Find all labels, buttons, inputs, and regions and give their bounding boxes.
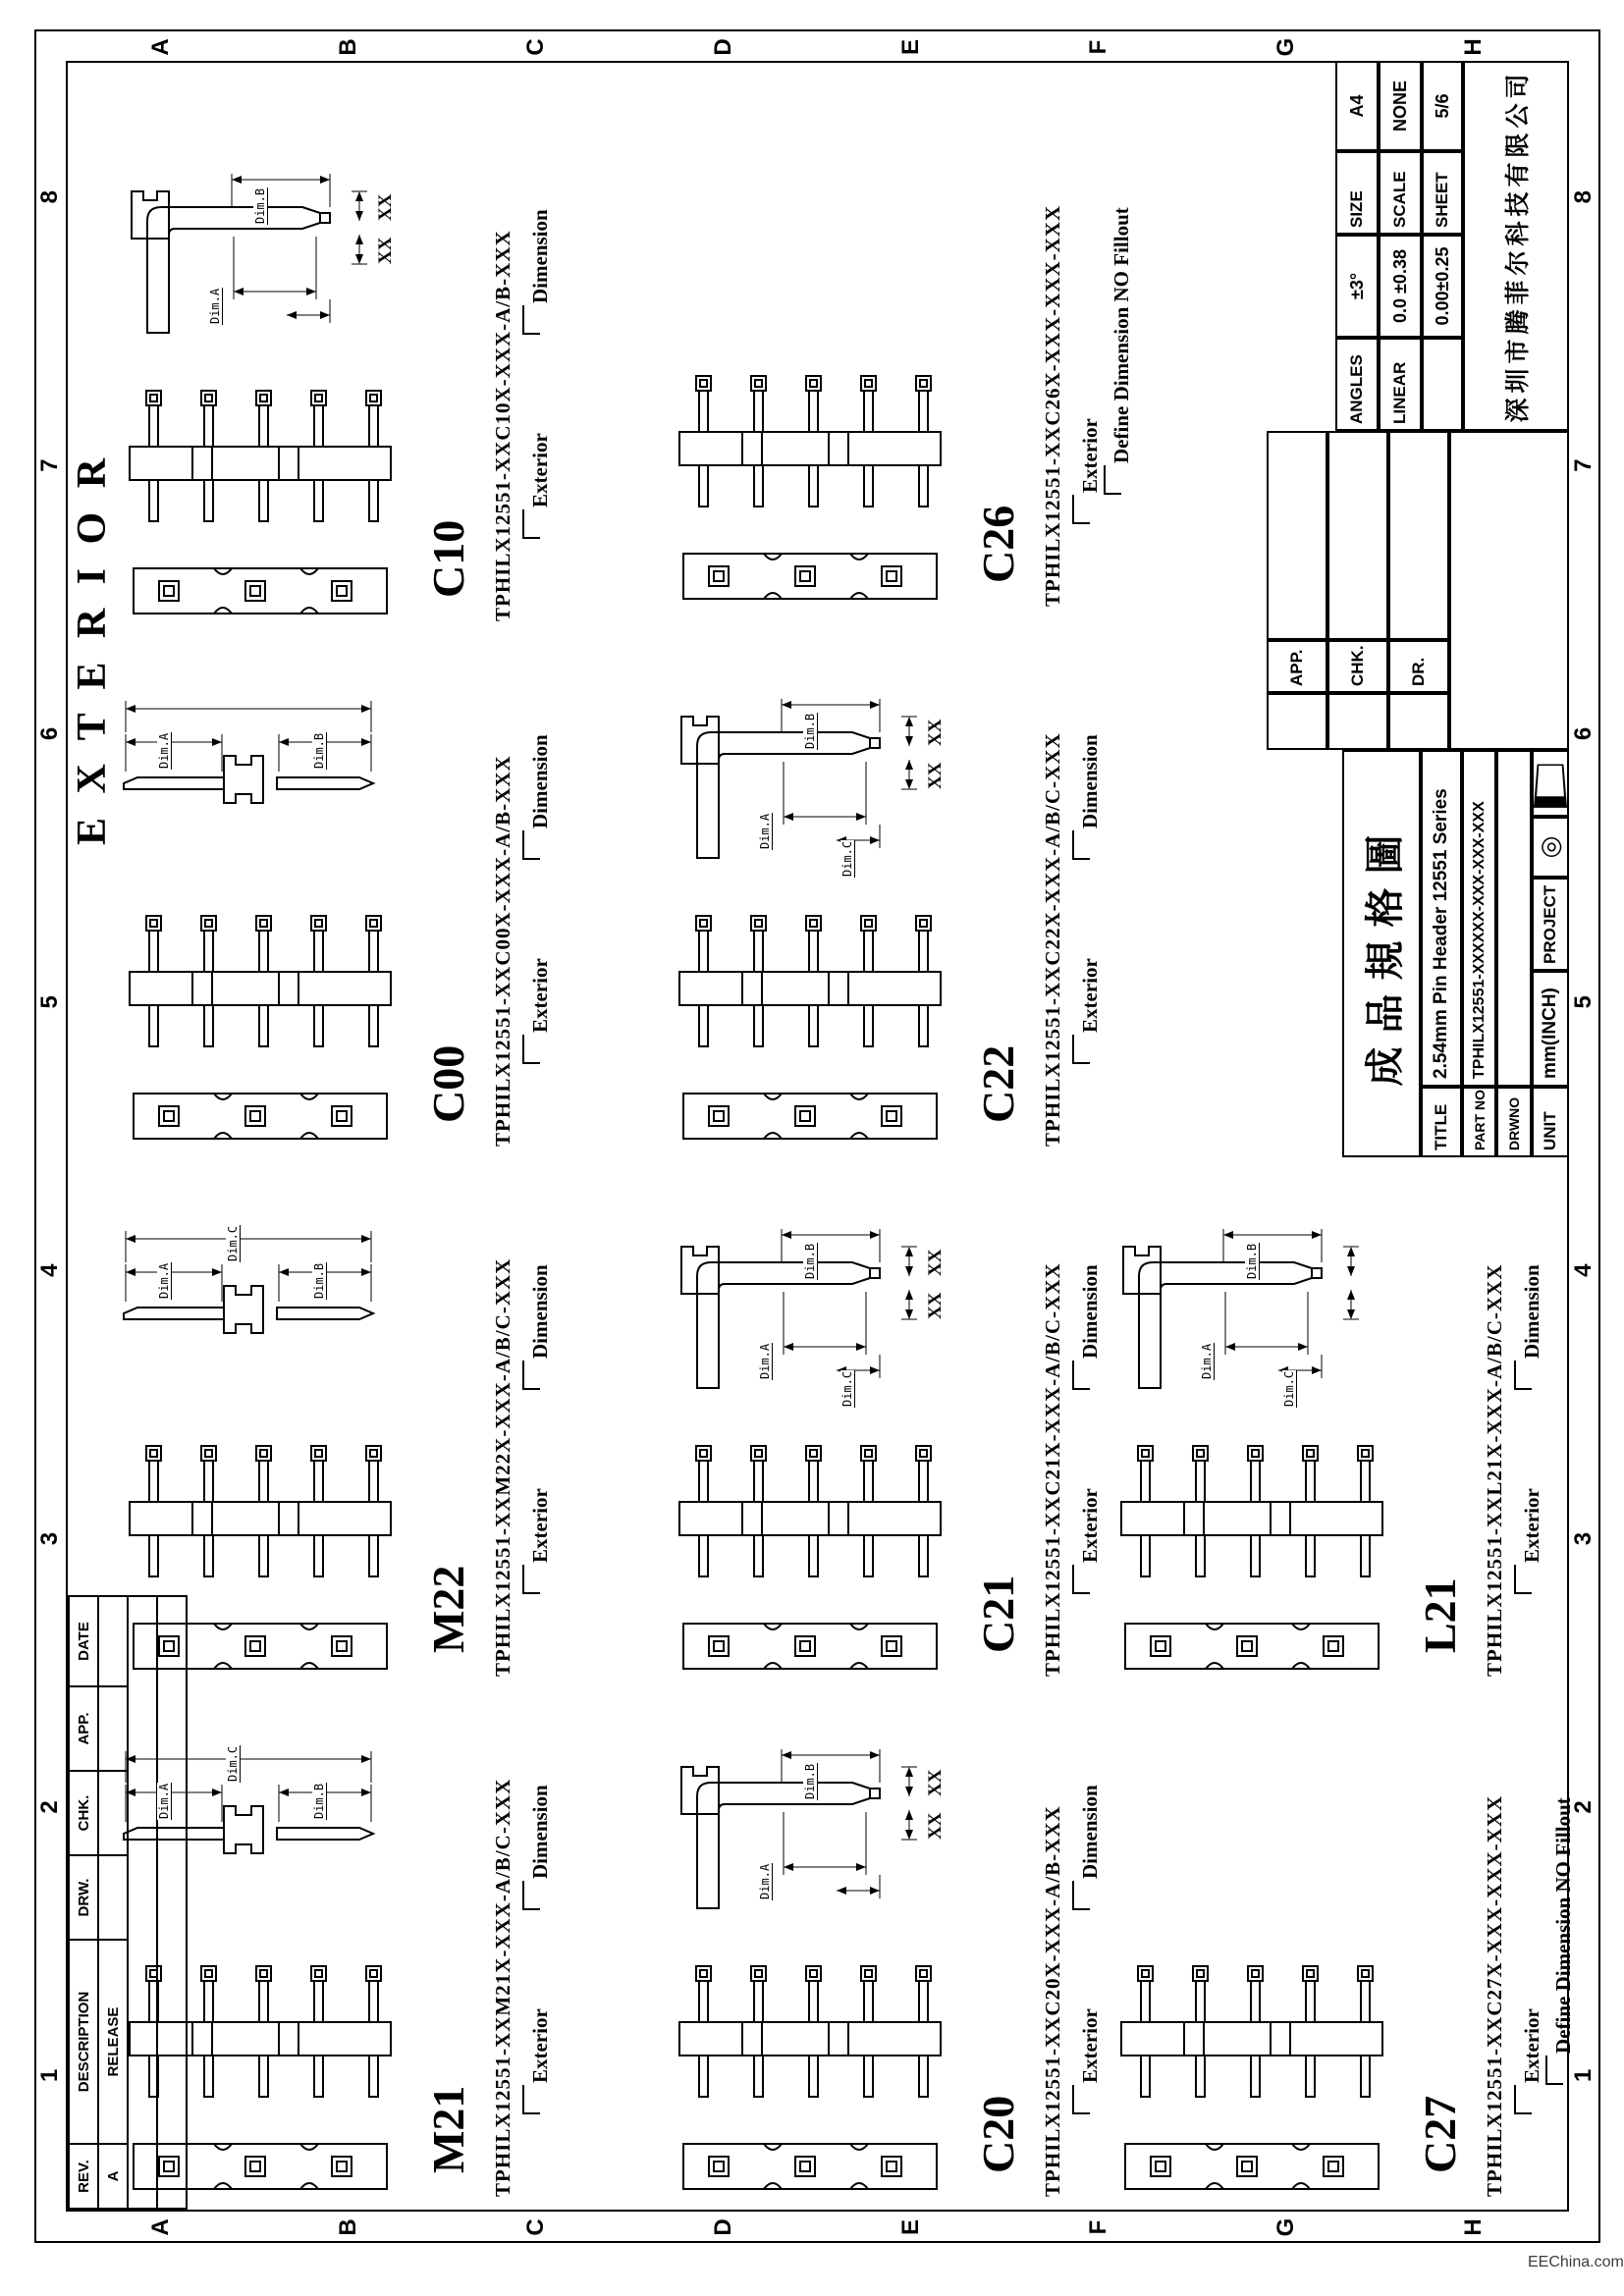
dim-label: Dim.A bbox=[758, 1863, 772, 1899]
exterior-view-drawing bbox=[668, 1442, 952, 1682]
pin-header-exterior-icon bbox=[668, 1962, 952, 2203]
date-col-header: DATE bbox=[69, 1596, 98, 1686]
dimension-view-drawing bbox=[108, 1213, 393, 1410]
pin-header-exterior-icon bbox=[118, 912, 403, 1152]
signature-cell bbox=[1449, 431, 1569, 750]
dim-label: Dim.C bbox=[840, 1370, 854, 1407]
annotation-dimension: Dimension bbox=[1520, 1264, 1543, 1359]
grid-ref-number-top: 2 bbox=[36, 1800, 63, 1814]
title-label: TITLE bbox=[1421, 1087, 1462, 1157]
exterior-view-drawing bbox=[118, 912, 403, 1152]
grid-ref-letter-right: C bbox=[522, 38, 550, 56]
tolerance-empty-cell bbox=[1422, 338, 1463, 431]
pin-header-exterior-icon bbox=[118, 1442, 403, 1682]
watermark: EEChina.com bbox=[1528, 2254, 1624, 2270]
dim-label: Dim.B bbox=[253, 187, 267, 224]
dim-label: Dim.B bbox=[803, 1243, 817, 1279]
grid-ref-letter-left: C bbox=[522, 2218, 550, 2236]
sheet-value: 5/6 bbox=[1422, 61, 1463, 151]
part-label: C10 bbox=[423, 519, 473, 598]
grid-ref-letter-right: D bbox=[710, 38, 737, 56]
pin-header-exterior-icon bbox=[1110, 1442, 1394, 1682]
dim-label: Dim.B bbox=[1245, 1243, 1259, 1279]
part-no-label: PART NO bbox=[1462, 1087, 1496, 1157]
revision-header-row bbox=[69, 1596, 98, 2209]
size-label: SIZE bbox=[1335, 151, 1379, 235]
grid-ref-number-bottom: 6 bbox=[1570, 726, 1597, 741]
pin-header-exterior-icon bbox=[118, 1962, 403, 2203]
part-group-panel bbox=[98, 617, 589, 1152]
dim-label: Dim.A bbox=[758, 1343, 772, 1379]
grid-ref-letter-right: E bbox=[896, 39, 924, 56]
annotation-define-note: Define Dimension NO Fillout bbox=[1551, 1797, 1575, 2054]
xx-dimension-label: XX bbox=[375, 237, 396, 264]
pin-dimension-icon bbox=[108, 683, 393, 880]
unit-label: UNIT bbox=[1532, 1087, 1569, 1157]
part-number: TPHILX12551-XXC20X-XXX-A/B-XXX bbox=[1041, 1805, 1064, 2197]
grid-ref-letter-right: B bbox=[335, 38, 362, 56]
pin-dimension-icon bbox=[658, 1213, 943, 1410]
grid-ref-letter-right: H bbox=[1459, 38, 1487, 56]
grid-ref-number-bottom: 5 bbox=[1570, 995, 1597, 1009]
angles-tolerance-value: ±3° bbox=[1335, 235, 1379, 338]
pin-header-exterior-icon bbox=[668, 372, 952, 613]
projection-circle-icon: ◎ bbox=[1532, 817, 1569, 878]
dim-label: Dim.B bbox=[803, 1763, 817, 1799]
exterior-view-drawing bbox=[1110, 1962, 1394, 2203]
grid-ref-letter-left: D bbox=[710, 2218, 737, 2236]
dim-label: Dim.B bbox=[312, 1262, 326, 1299]
part-group-panel bbox=[98, 92, 589, 627]
pin-header-exterior-icon bbox=[668, 912, 952, 1152]
annotation-exterior: Exterior bbox=[528, 433, 552, 507]
annotation-exterior: Exterior bbox=[1078, 2008, 1102, 2083]
exterior-view-drawing bbox=[668, 912, 952, 1152]
part-number: TPHILX12551-XXL21X-XXX-A/B/C-XXX bbox=[1483, 1263, 1506, 1677]
annotation-exterior: Exterior bbox=[528, 2008, 552, 2083]
part-label: L21 bbox=[1415, 1577, 1465, 1653]
xx-dimension-label: XX bbox=[925, 1292, 946, 1319]
linear-tolerance-value-1: 0.0 ±0.38 bbox=[1379, 235, 1422, 338]
scale-label: SCALE bbox=[1379, 151, 1422, 235]
grid-ref-letter-left: B bbox=[335, 2218, 362, 2236]
dim-label: Dim.C bbox=[1282, 1370, 1296, 1407]
annotation-dimension: Dimension bbox=[528, 1785, 552, 1879]
dim-label: Dim.C bbox=[226, 1225, 240, 1261]
grid-ref-number-top: 7 bbox=[36, 458, 63, 472]
title-value: 2.54mm Pin Header 12551 Series bbox=[1421, 750, 1462, 1087]
chk-label: CHK. bbox=[1327, 640, 1388, 693]
exterior-view-drawing bbox=[1110, 1442, 1394, 1682]
signature-cell bbox=[1388, 431, 1449, 640]
dimension-view-drawing bbox=[108, 683, 393, 880]
exterior-view-drawing bbox=[668, 372, 952, 613]
grid-ref-letter-right: F bbox=[1084, 39, 1111, 55]
dimension-view-drawing bbox=[108, 1734, 393, 1930]
project-label: PROJECT bbox=[1532, 878, 1569, 971]
scale-value: NONE bbox=[1379, 61, 1422, 151]
part-label: M21 bbox=[423, 2085, 473, 2173]
part-number: TPHILX12551-XXM22X-XXX-A/B/C-XXX bbox=[491, 1257, 514, 1677]
grid-ref-number-top: 5 bbox=[36, 995, 63, 1009]
part-group-panel bbox=[648, 617, 1139, 1152]
description-col-header: DESCRIPTION bbox=[69, 1940, 98, 2144]
trapezoid-shape bbox=[1534, 764, 1567, 807]
app-label: APP. bbox=[1267, 640, 1327, 693]
part-label: C00 bbox=[423, 1044, 473, 1123]
xx-dimension-label: XX bbox=[925, 719, 946, 746]
rev-col-header: REV. bbox=[69, 2144, 98, 2209]
annotation-exterior: Exterior bbox=[528, 958, 552, 1033]
angles-label: ANGLES bbox=[1335, 338, 1379, 431]
xx-dimension-label: XX bbox=[925, 1812, 946, 1840]
revision-rev-value: A bbox=[98, 2144, 128, 2209]
dimension-view-drawing bbox=[108, 158, 393, 354]
dim-label: Dim.A bbox=[758, 813, 772, 849]
grid-ref-letter-left: H bbox=[1459, 2218, 1487, 2236]
dim-label: Dim.B bbox=[312, 732, 326, 769]
grid-ref-number-top: 1 bbox=[36, 2068, 63, 2082]
grid-ref-letter-right: G bbox=[1272, 37, 1299, 57]
part-group-panel bbox=[648, 1668, 1139, 2203]
drw-no-value bbox=[1496, 750, 1532, 1087]
pin-dimension-icon bbox=[108, 1213, 393, 1410]
size-value: A4 bbox=[1335, 61, 1379, 151]
annotation-exterior: Exterior bbox=[528, 1488, 552, 1563]
chk-col-header: CHK. bbox=[69, 1771, 98, 1855]
annotation-dimension: Dimension bbox=[528, 734, 552, 828]
signature-cell bbox=[1267, 431, 1327, 640]
annotation-exterior: Exterior bbox=[1520, 1488, 1543, 1563]
dim-label: Dim.A bbox=[1200, 1343, 1214, 1379]
xx-dimension-label: XX bbox=[925, 1769, 946, 1796]
doc-title-cn: 成品規格圖 bbox=[1342, 750, 1421, 1157]
part-number: TPHILX12551-XXC21X-XXX-A/B/C-XXX bbox=[1041, 1262, 1064, 1677]
grid-ref-letter-left: F bbox=[1084, 2219, 1111, 2235]
annotation-dimension: Dimension bbox=[528, 1264, 552, 1359]
pin-dimension-icon bbox=[658, 683, 943, 880]
exterior-heading: E X T E R I O R bbox=[70, 451, 115, 845]
part-number: TPHILX12551-XXC22X-XXX-A/B/C-XXX bbox=[1041, 732, 1064, 1147]
projection-trapezoid-icon bbox=[1532, 750, 1569, 817]
part-number: TPHILX12551-XXM21X-XXX-A/B/C-XXX bbox=[491, 1778, 514, 2197]
annotation-dimension: Dimension bbox=[1078, 734, 1102, 828]
signature-cell bbox=[1267, 693, 1327, 750]
pin-header-exterior-icon bbox=[668, 1442, 952, 1682]
grid-ref-letter-right: A bbox=[147, 38, 175, 56]
company-name: 深圳市腾菲尔科技有限公司 bbox=[1463, 61, 1569, 431]
annotation-exterior: Exterior bbox=[1520, 2008, 1543, 2083]
exterior-view-drawing bbox=[118, 1962, 403, 2203]
linear-tolerance-value-2: 0.00±0.25 bbox=[1422, 235, 1463, 338]
dimension-view-drawing bbox=[658, 1213, 943, 1410]
grid-ref-number-bottom: 3 bbox=[1570, 1531, 1597, 1546]
grid-ref-number-bottom: 8 bbox=[1570, 190, 1597, 204]
part-label: C21 bbox=[973, 1575, 1023, 1653]
pin-header-exterior-icon bbox=[1110, 1962, 1394, 2203]
dr-label: DR. bbox=[1388, 640, 1449, 693]
signature-cell bbox=[1327, 693, 1388, 750]
annotation-exterior: Exterior bbox=[1078, 1488, 1102, 1563]
grid-ref-letter-left: E bbox=[896, 2219, 924, 2236]
part-group-panel bbox=[98, 1668, 589, 2203]
grid-ref-number-top: 8 bbox=[36, 190, 63, 204]
drw-no-label: DRWNO bbox=[1496, 1087, 1532, 1157]
grid-ref-number-top: 4 bbox=[36, 1263, 63, 1277]
title-block bbox=[1267, 61, 1569, 1157]
drw-col-header: DRW. bbox=[69, 1855, 98, 1940]
part-no-value: TPHILX12551-XXXXXX-XXX-XXX-XXX bbox=[1462, 750, 1496, 1087]
dim-label: Dim.C bbox=[840, 840, 854, 877]
revision-description-value: RELEASE bbox=[98, 1940, 128, 2144]
part-group-panel bbox=[1090, 1668, 1581, 2203]
annotation-exterior: Exterior bbox=[1078, 418, 1102, 493]
sheet-label: SHEET bbox=[1422, 151, 1463, 235]
grid-ref-number-top: 6 bbox=[36, 726, 63, 741]
part-group-panel bbox=[98, 1148, 589, 1682]
part-label: M22 bbox=[423, 1565, 473, 1653]
signature-cell bbox=[1327, 431, 1388, 640]
pin-dimension-icon bbox=[1100, 1213, 1384, 1410]
pin-dimension-icon bbox=[658, 1734, 943, 1930]
grid-ref-number-top: 3 bbox=[36, 1531, 63, 1546]
annotation-dimension: Dimension bbox=[1078, 1264, 1102, 1359]
part-number: TPHILX12551-XXC00X-XXX-A/B-XXX bbox=[491, 755, 514, 1147]
xx-dimension-label: XX bbox=[375, 193, 396, 221]
exterior-view-drawing bbox=[668, 1962, 952, 2203]
grid-ref-letter-left: A bbox=[147, 2218, 175, 2236]
part-group-panel bbox=[1090, 1148, 1581, 1682]
pin-header-exterior-icon bbox=[118, 387, 403, 627]
dim-label: Dim.A bbox=[157, 1783, 171, 1819]
dim-label: Dim.B bbox=[312, 1783, 326, 1819]
annotation-define-note: Define Dimension NO Fillout bbox=[1110, 207, 1133, 463]
dim-label: Dim.A bbox=[208, 288, 222, 324]
grid-ref-letter-left: G bbox=[1272, 2217, 1299, 2237]
xx-dimension-label: XX bbox=[925, 1249, 946, 1276]
dimension-view-drawing bbox=[658, 1734, 943, 1930]
exterior-view-drawing bbox=[118, 1442, 403, 1682]
annotation-dimension: Dimension bbox=[528, 209, 552, 303]
annotation-dimension: Dimension bbox=[1078, 1785, 1102, 1879]
part-number: TPHILX12551-XXC10X-XXX-A/B-XXX bbox=[491, 230, 514, 621]
linear-label: LINEAR bbox=[1379, 338, 1422, 431]
unit-value: mm(INCH) bbox=[1532, 971, 1569, 1087]
annotation-exterior: Exterior bbox=[1078, 958, 1102, 1033]
xx-dimension-label: XX bbox=[925, 762, 946, 789]
part-group-panel bbox=[648, 78, 1139, 613]
dim-label: Dim.B bbox=[803, 713, 817, 749]
dim-label: Dim.C bbox=[226, 1745, 240, 1782]
app-col-header: APP. bbox=[69, 1686, 98, 1771]
dim-label: Dim.A bbox=[157, 1262, 171, 1299]
grid-ref-number-bottom: 1 bbox=[1570, 2068, 1597, 2082]
part-label: C27 bbox=[1415, 2095, 1465, 2173]
dimension-view-drawing bbox=[658, 683, 943, 880]
part-label: C22 bbox=[973, 1044, 1023, 1123]
exterior-view-drawing bbox=[118, 387, 403, 627]
part-number: TPHILX12551-XXC26X-XXX-XXX-XXX bbox=[1041, 204, 1064, 607]
part-group-panel bbox=[648, 1148, 1139, 1682]
grid-ref-number-bottom: 4 bbox=[1570, 1263, 1597, 1277]
grid-ref-number-bottom: 2 bbox=[1570, 1800, 1597, 1814]
part-label: C20 bbox=[973, 2095, 1023, 2173]
signature-cell bbox=[1388, 693, 1449, 750]
dim-label: Dim.A bbox=[157, 732, 171, 769]
dimension-view-drawing bbox=[1100, 1213, 1384, 1410]
part-label: C26 bbox=[973, 505, 1023, 583]
pin-dimension-icon bbox=[108, 1734, 393, 1930]
part-number: TPHILX12551-XXC27X-XXX-XXX-XXX bbox=[1483, 1794, 1506, 2197]
grid-ref-number-bottom: 7 bbox=[1570, 458, 1597, 472]
pin-dimension-icon bbox=[108, 158, 393, 354]
